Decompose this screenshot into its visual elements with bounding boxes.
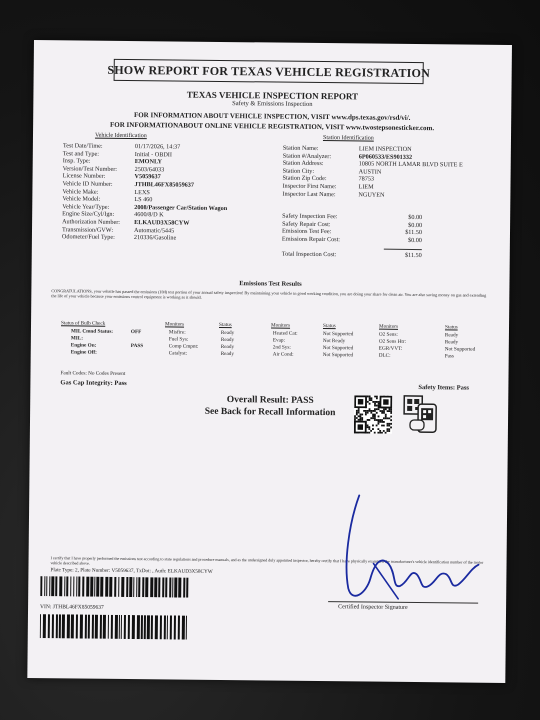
vehicle-row-label: Vehicle Model: [62,195,101,203]
fee-row [282,235,422,244]
total-cost-value: $11.50 [404,251,422,260]
station-row [282,190,462,199]
monitor-header: Monitors [270,322,291,329]
vehicle-row-label: Engine Size/Cyl/Ign: [62,210,115,219]
vehicle-row-label: Test Date/Time: [62,142,103,150]
plate-info: Plate Type: 2, Plate Number: V5059637, TxDot: , Auth: ELKAUD3X58CYW [50,567,213,575]
vehicle-row-value: 4600/8/D K [134,211,164,219]
monitor-cell: MIL Cmnd Status: [70,328,114,335]
vehicle-row-label: Version/Test Number: [62,165,118,173]
monitor-cell: DLC: [378,352,391,359]
vehicle-row [62,233,227,242]
monitor-cell: EGR/VVT: [378,345,403,352]
station-row-value: NGUYEN [358,190,385,199]
station-row-label: Station City: [282,167,315,175]
monitor-cell: Fuel Sys: [168,336,189,343]
station-row-value: AUSTIN [358,168,382,176]
monitor-cell: Ready [444,332,459,339]
monitor-cell: O2 Sens: [378,331,398,338]
report-banner: SHOW REPORT FOR TEXAS VEHICLE REGISTRATION [114,59,424,84]
fee-value: $0.00 [408,221,423,229]
station-row-value: 10805 NORTH LAMAR BLVD SUITE E [358,160,463,169]
monitor-cell: Air Cond: [272,351,294,358]
fee-label: Safety Repair Cost: [282,220,331,228]
monitor-cell: MIL: [70,335,84,342]
vehicle-row-label: Authorization Number: [62,218,121,226]
fee-value: $0.00 [407,236,422,244]
inspection-info-line: FOR INFORMATION ABOUT VEHICLE INSPECTION, VISIT www.dps.texas.gov/rsd/vi/. [133,111,411,122]
monitor-cell: Ready [220,336,235,344]
monitor-header: Status [444,324,458,331]
vehicle-identification-block [62,142,228,242]
vehicle-row-value: Automatic/5445 [133,226,175,235]
total-cost-row [282,251,422,260]
safety-items: Safety Items: Pass [418,384,469,392]
vehicle-row-value: LEXS [134,188,150,196]
vehicle-section-heading: Vehicle Identification [94,132,147,140]
signature-label: Certified Inspector Signature [338,604,408,611]
vehicle-row-label: Transmission/GVW: [61,225,114,234]
vehicle-row-label: License Number: [62,172,106,181]
monitor-header: Status [322,323,336,330]
monitor-cell: PASS [130,343,144,350]
emissions-title: Emissions Test Results [239,280,302,288]
monitor-cell: Engine On: [70,342,97,349]
monitor-cell: O2 Sens Htr: [378,338,406,345]
monitor-cell: Heated Cat: [272,330,298,337]
station-section-heading: Station Identification [322,135,374,142]
monitor-header: Monitors [378,323,399,330]
station-row-label: Inspector First Name: [282,182,337,191]
recall-notice: See Back for Recall Information [204,406,336,419]
station-row-label: Station #/Analyzer: [282,152,332,160]
phone-scan-icon [402,394,442,434]
monitor-cell: Pass [444,353,454,360]
fee-label: Emissions Repair Cost: [281,235,341,243]
station-row-value: 6P060533/ES901332 [358,153,413,161]
fees-block [282,213,422,245]
monitor-cell: Ready [220,343,235,351]
monitor-cell: Not Ready [322,338,346,345]
vehicle-row-value: LS 460 [134,196,153,204]
congratulations-text: CONGRATULATIONS, your vehicle has passed the emissions (I/M) test portion of your annual safety inspection! By maintaining your vehicle in good working condition, you are doing your share for clean air. You are also saving money on gas and extending the life of your vehicle because your emissions control equipment is working as it should. [51,288,487,300]
vehicle-row-label: Odometer/Fuel Type: [61,233,115,241]
fee-label: Safety Inspection Fee: [282,212,338,221]
qr-code [354,395,392,433]
total-rule [384,249,422,250]
station-identification-block [282,145,463,200]
station-row-label: Station Address: [282,159,324,168]
certification-statement: I certify that I have properly performed the emissions test according to state regulations and procedure manuals, and as the undersigned duly appointed inspector, hereby certify that I have physically examined the manufacturer's vehicle identification number of the motor vehicle described above. [50,555,484,566]
vehicle-row-label: Vehicle Make: [62,187,99,196]
report-title: TEXAS VEHICLE INSPECTION REPORT [186,89,359,102]
station-row-label: Station Name: [282,144,319,152]
vehicle-row-label: Vehicle Year/Type: [62,203,110,211]
gas-cap-integrity: Gas Cap Integrity: Pass [60,379,127,387]
vehicle-row-value: ELKAUD3X58CYW [134,218,190,227]
vehicle-row-value: EMONLY [134,158,163,166]
vehicle-row-label: Test and Type: [62,149,99,158]
monitor-cell: Catalyst: [168,350,188,357]
fee-value: $0.00 [408,213,423,222]
monitor-cell: Ready [220,350,235,358]
vehicle-row-value: JTHBL46FX85059637 [134,181,195,189]
vehicle-row-value: 2008/Passenger Car/Station Wagon [134,203,228,212]
station-row-label: Station Zip Code: [282,174,327,183]
monitor-header: Monitors [164,321,185,328]
monitor-cell: Ready [220,329,235,337]
vehicle-row-label: Vehicle ID Number: [62,180,113,188]
fee-value: $11.50 [405,229,423,237]
inspector-signature [318,493,489,610]
overall-result: Overall Result: PASS [226,395,314,406]
registration-info-line: FOR INFORMATIONABOUT ONLINE VEHICLE REGISTRATION, VISIT www.twostepsonesticker.com. [110,120,435,133]
vehicle-row-value: 210336/Gasoline [133,234,177,242]
vehicle-row-value: V5059637 [134,173,161,181]
monitor-cell: Not Supported [322,331,354,338]
monitor-cell: Misfire: [168,329,186,336]
monitor-cell: Not Supported [322,345,354,352]
station-row-value: 78753 [358,175,375,183]
monitor-cell: Engine Off: [70,349,97,356]
monitor-cell: Comp Cmpnt: [168,343,199,350]
vehicle-row-label: Insp. Type: [62,157,91,165]
monitor-cell: Evap: [272,337,286,344]
monitor-cell: 2nd Sys: [272,344,291,351]
vin-line: VIN: JTHBL46FX85059637 [40,604,104,611]
fee-label: Emissions Test Fee: [281,227,332,236]
barcode-plate [40,576,190,603]
monitor-header: Status [218,321,232,329]
monitor-cell: Not Supported [322,352,354,359]
total-cost-label: Total Inspection Cost: [281,250,337,259]
vehicle-row-value: Initial - OBDII [134,150,172,159]
monitor-grid [61,320,491,360]
vehicle-row-value: 2503/64033 [134,165,165,174]
overall-result-block [200,394,340,419]
monitor-cell: Not Supported [444,346,476,353]
inspection-report-paper [27,40,512,683]
station-row-label: Inspector Last Name: [282,190,336,198]
barcode-vin [40,614,190,645]
station-row-value: LIEM INSPECTION [358,145,412,153]
station-row-value: LIEM [358,183,374,191]
vehicle-row-value: 01/17/2026, 14:37 [134,143,181,151]
monitor-header: Status of Bulb Check [61,320,106,327]
monitor-cell: OFF [130,329,142,336]
report-subtitle: Safety & Emissions Inspection [232,100,313,108]
fault-codes: Fault Codes: No Codes Present [60,370,126,377]
monitor-cell: Ready [444,339,459,346]
